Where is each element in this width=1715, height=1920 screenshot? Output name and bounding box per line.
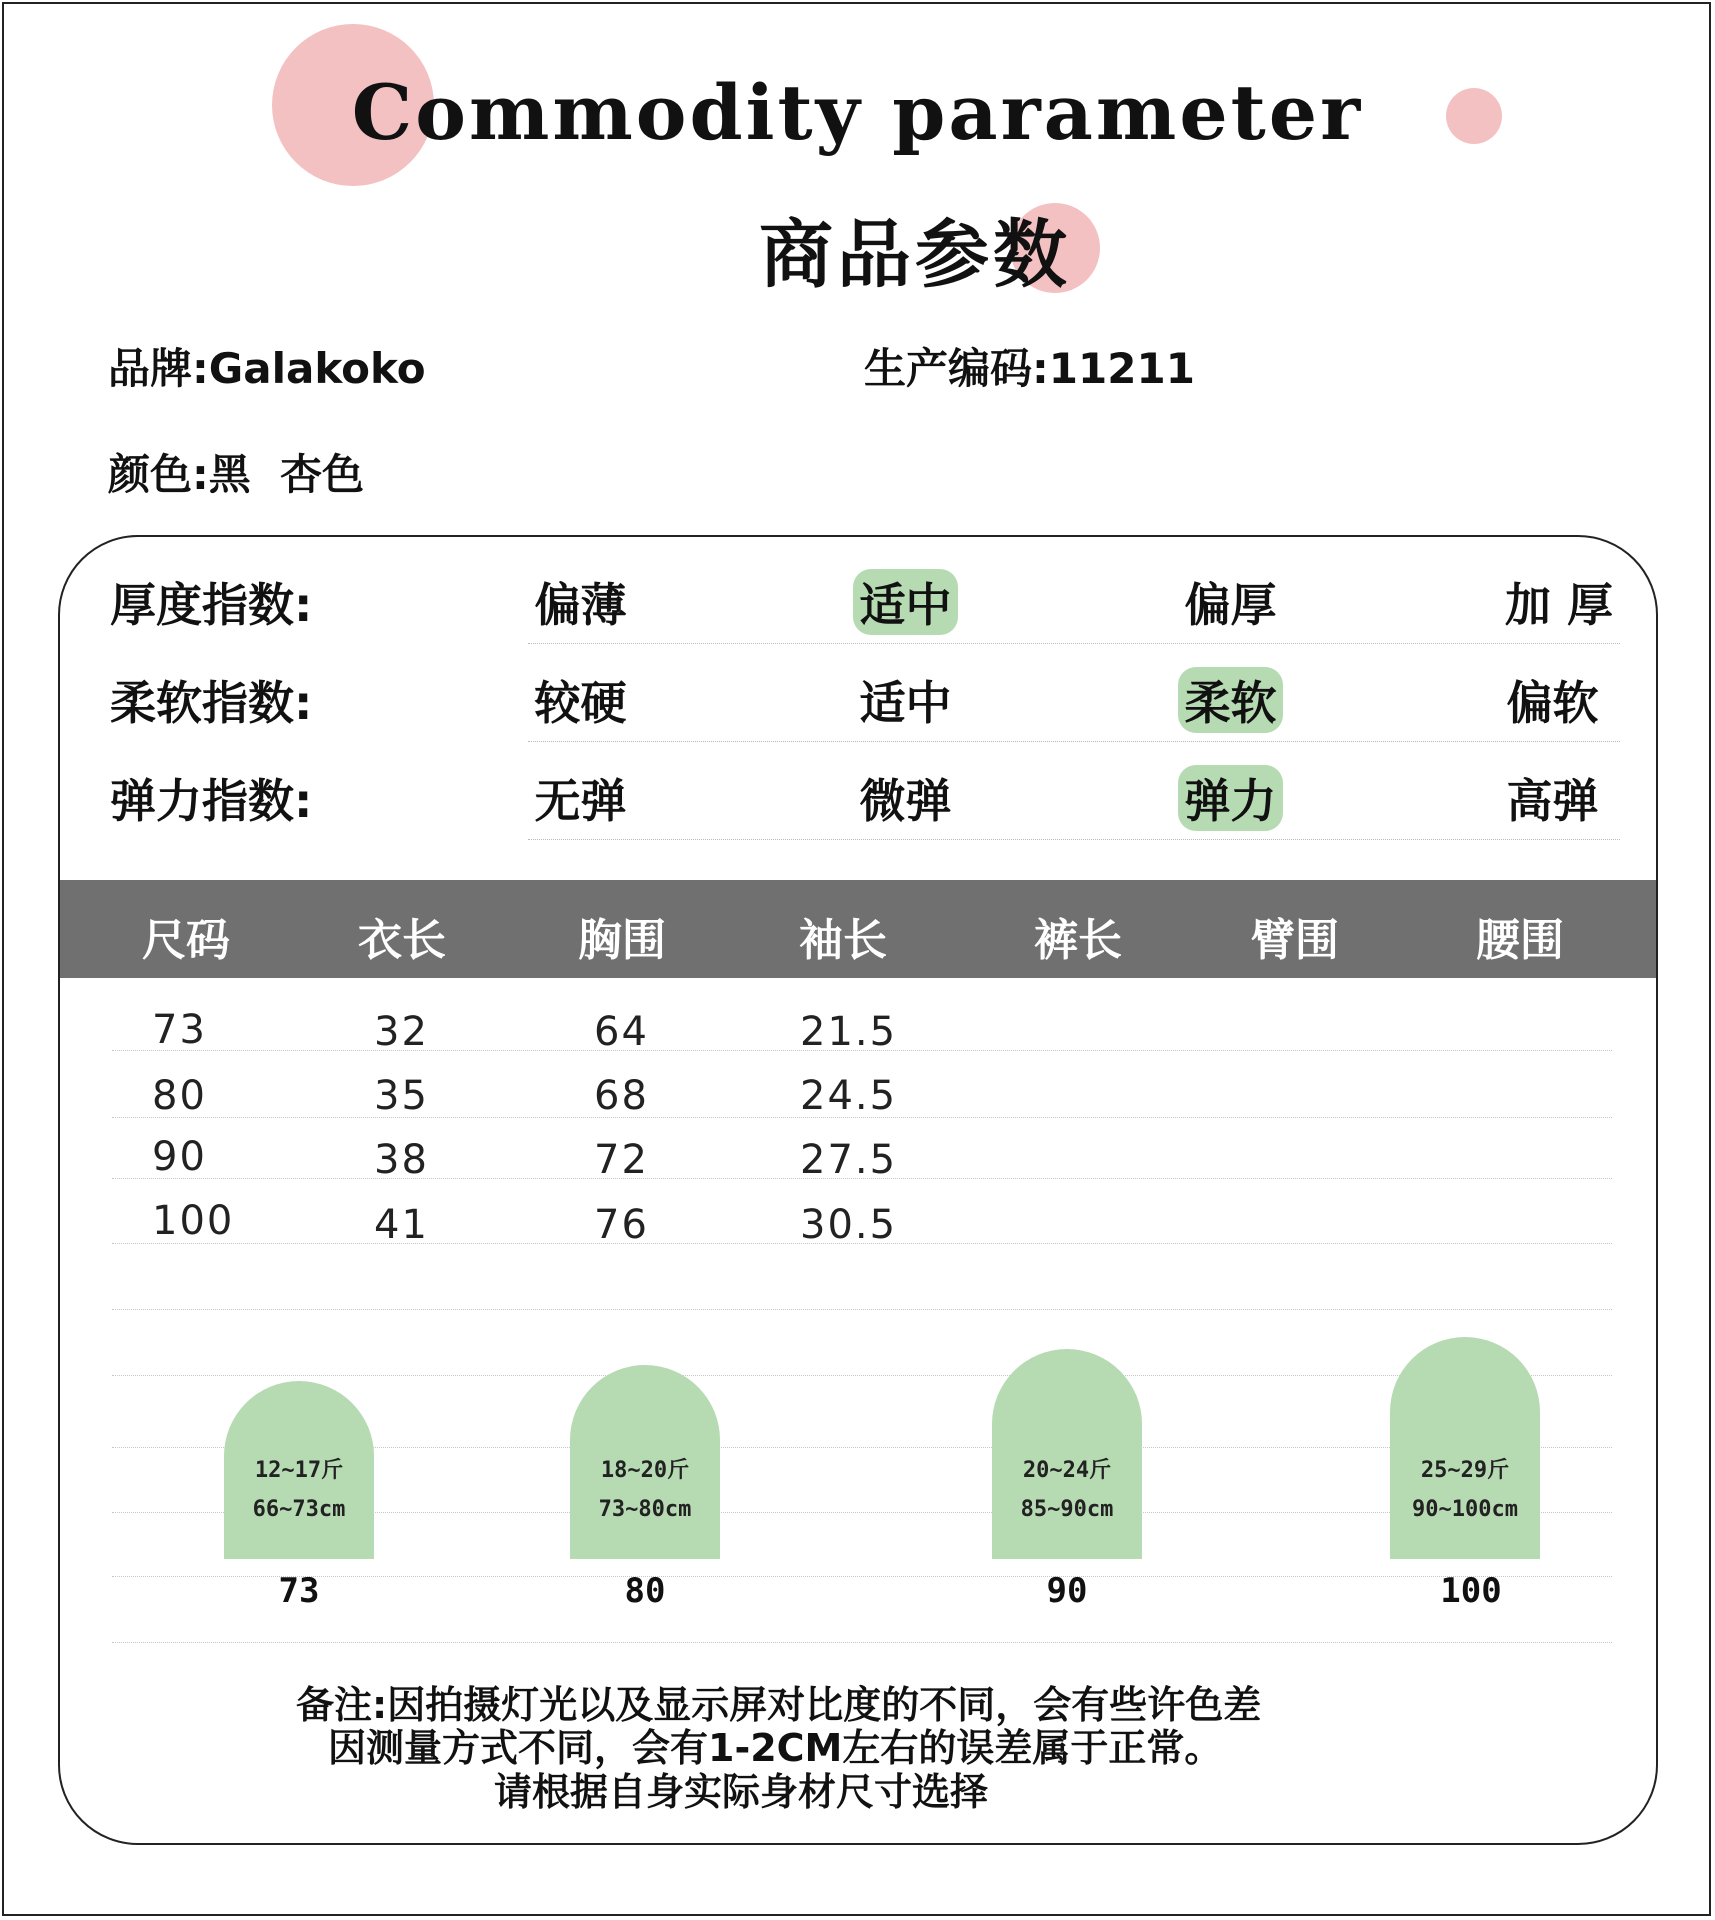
column-header-chest: 胸围 [578, 915, 666, 966]
production-code-info: 生产编码:11211 [864, 344, 1195, 393]
index-option: 高弹 [1506, 774, 1599, 828]
weight-range: 25~29斤 [1420, 1458, 1510, 1483]
divider [528, 643, 1620, 644]
height-range: 85~90cm [1020, 1497, 1114, 1522]
divider [528, 741, 1620, 742]
index-option: 偏薄 [534, 578, 627, 632]
height-range: 90~100cm [1412, 1497, 1518, 1522]
size-guide-card [570, 1365, 720, 1559]
weight-range: 12~17斤 [254, 1458, 344, 1483]
table-cell: 38 [374, 1137, 429, 1183]
column-header-length: 衣长 [358, 915, 446, 966]
note-line: 请根据自身实际身材尺寸选择 [494, 1770, 989, 1814]
size-guide-label: 73 [278, 1571, 320, 1611]
table-cell: 64 [594, 1009, 649, 1055]
table-cell: 30.5 [800, 1202, 898, 1248]
divider [112, 1642, 1612, 1643]
height-range: 66~73cm [252, 1497, 346, 1522]
column-header-size: 尺码 [142, 915, 230, 966]
table-cell: 72 [594, 1137, 649, 1183]
index-label: 厚度指数: [110, 578, 313, 632]
index-option: 无弹 [534, 774, 627, 828]
divider [112, 1178, 1612, 1179]
weight-range: 20~24斤 [1022, 1458, 1112, 1483]
table-cell: 90 [152, 1134, 207, 1180]
table-cell: 21.5 [800, 1009, 898, 1055]
table-cell: 35 [374, 1073, 429, 1119]
index-option-selected: 适中 [853, 569, 958, 635]
column-header-waist: 腰围 [1476, 915, 1564, 966]
table-cell: 32 [374, 1009, 429, 1055]
index-option-selected: 弹力 [1178, 765, 1283, 831]
table-cell: 27.5 [800, 1137, 898, 1183]
brand-info: 品牌:Galakoko [108, 344, 426, 393]
index-label: 弹力指数: [110, 774, 313, 828]
divider [112, 1243, 1612, 1244]
divider [112, 1375, 1612, 1376]
size-guide-card [224, 1381, 374, 1559]
divider [112, 1050, 1612, 1051]
column-header-arm: 臂围 [1251, 915, 1339, 966]
height-range: 73~80cm [598, 1497, 692, 1522]
index-label: 柔软指数: [110, 676, 313, 730]
index-option: 加 厚 [1504, 578, 1613, 632]
index-option: 较硬 [534, 676, 627, 730]
size-guide-card [1390, 1337, 1540, 1559]
title-chinese: 商品参数 [759, 212, 1071, 298]
divider [112, 1117, 1612, 1118]
title-english: Commodity parameter [351, 68, 1364, 157]
index-row-elasticity [110, 753, 1620, 833]
note-line: 备注:因拍摄灯光以及显示屏对比度的不同，会有些许色差 [296, 1683, 1262, 1727]
table-cell: 24.5 [800, 1073, 898, 1119]
table-cell: 41 [374, 1202, 429, 1248]
size-guide-label: 80 [624, 1571, 666, 1611]
index-row-thickness [110, 557, 1620, 637]
table-cell: 73 [152, 1007, 207, 1053]
index-row-softness [110, 655, 1620, 735]
note-line: 因测量方式不同，会有1-2CM左右的误差属于正常。 [328, 1726, 1223, 1770]
size-guide-card [992, 1349, 1142, 1559]
table-cell: 76 [594, 1202, 649, 1248]
size-guide-label: 90 [1046, 1571, 1088, 1611]
index-option-selected: 柔软 [1178, 667, 1283, 733]
divider [528, 839, 1620, 840]
table-cell: 100 [152, 1198, 235, 1244]
table-cell: 68 [594, 1073, 649, 1119]
size-table-header [60, 880, 1658, 978]
parameter-panel [58, 535, 1658, 1845]
index-option: 偏软 [1506, 676, 1599, 730]
table-cell: 80 [152, 1073, 207, 1119]
color-info: 颜色:黑 杏色 [108, 450, 365, 499]
size-guide-label: 100 [1440, 1571, 1502, 1611]
column-header-sleeve: 袖长 [799, 915, 887, 966]
weight-range: 18~20斤 [600, 1458, 690, 1483]
index-option: 偏厚 [1184, 578, 1277, 632]
divider [112, 1309, 1612, 1310]
column-header-pants-length: 裤长 [1034, 915, 1122, 966]
index-option: 适中 [859, 676, 952, 730]
index-option: 微弹 [859, 774, 952, 828]
